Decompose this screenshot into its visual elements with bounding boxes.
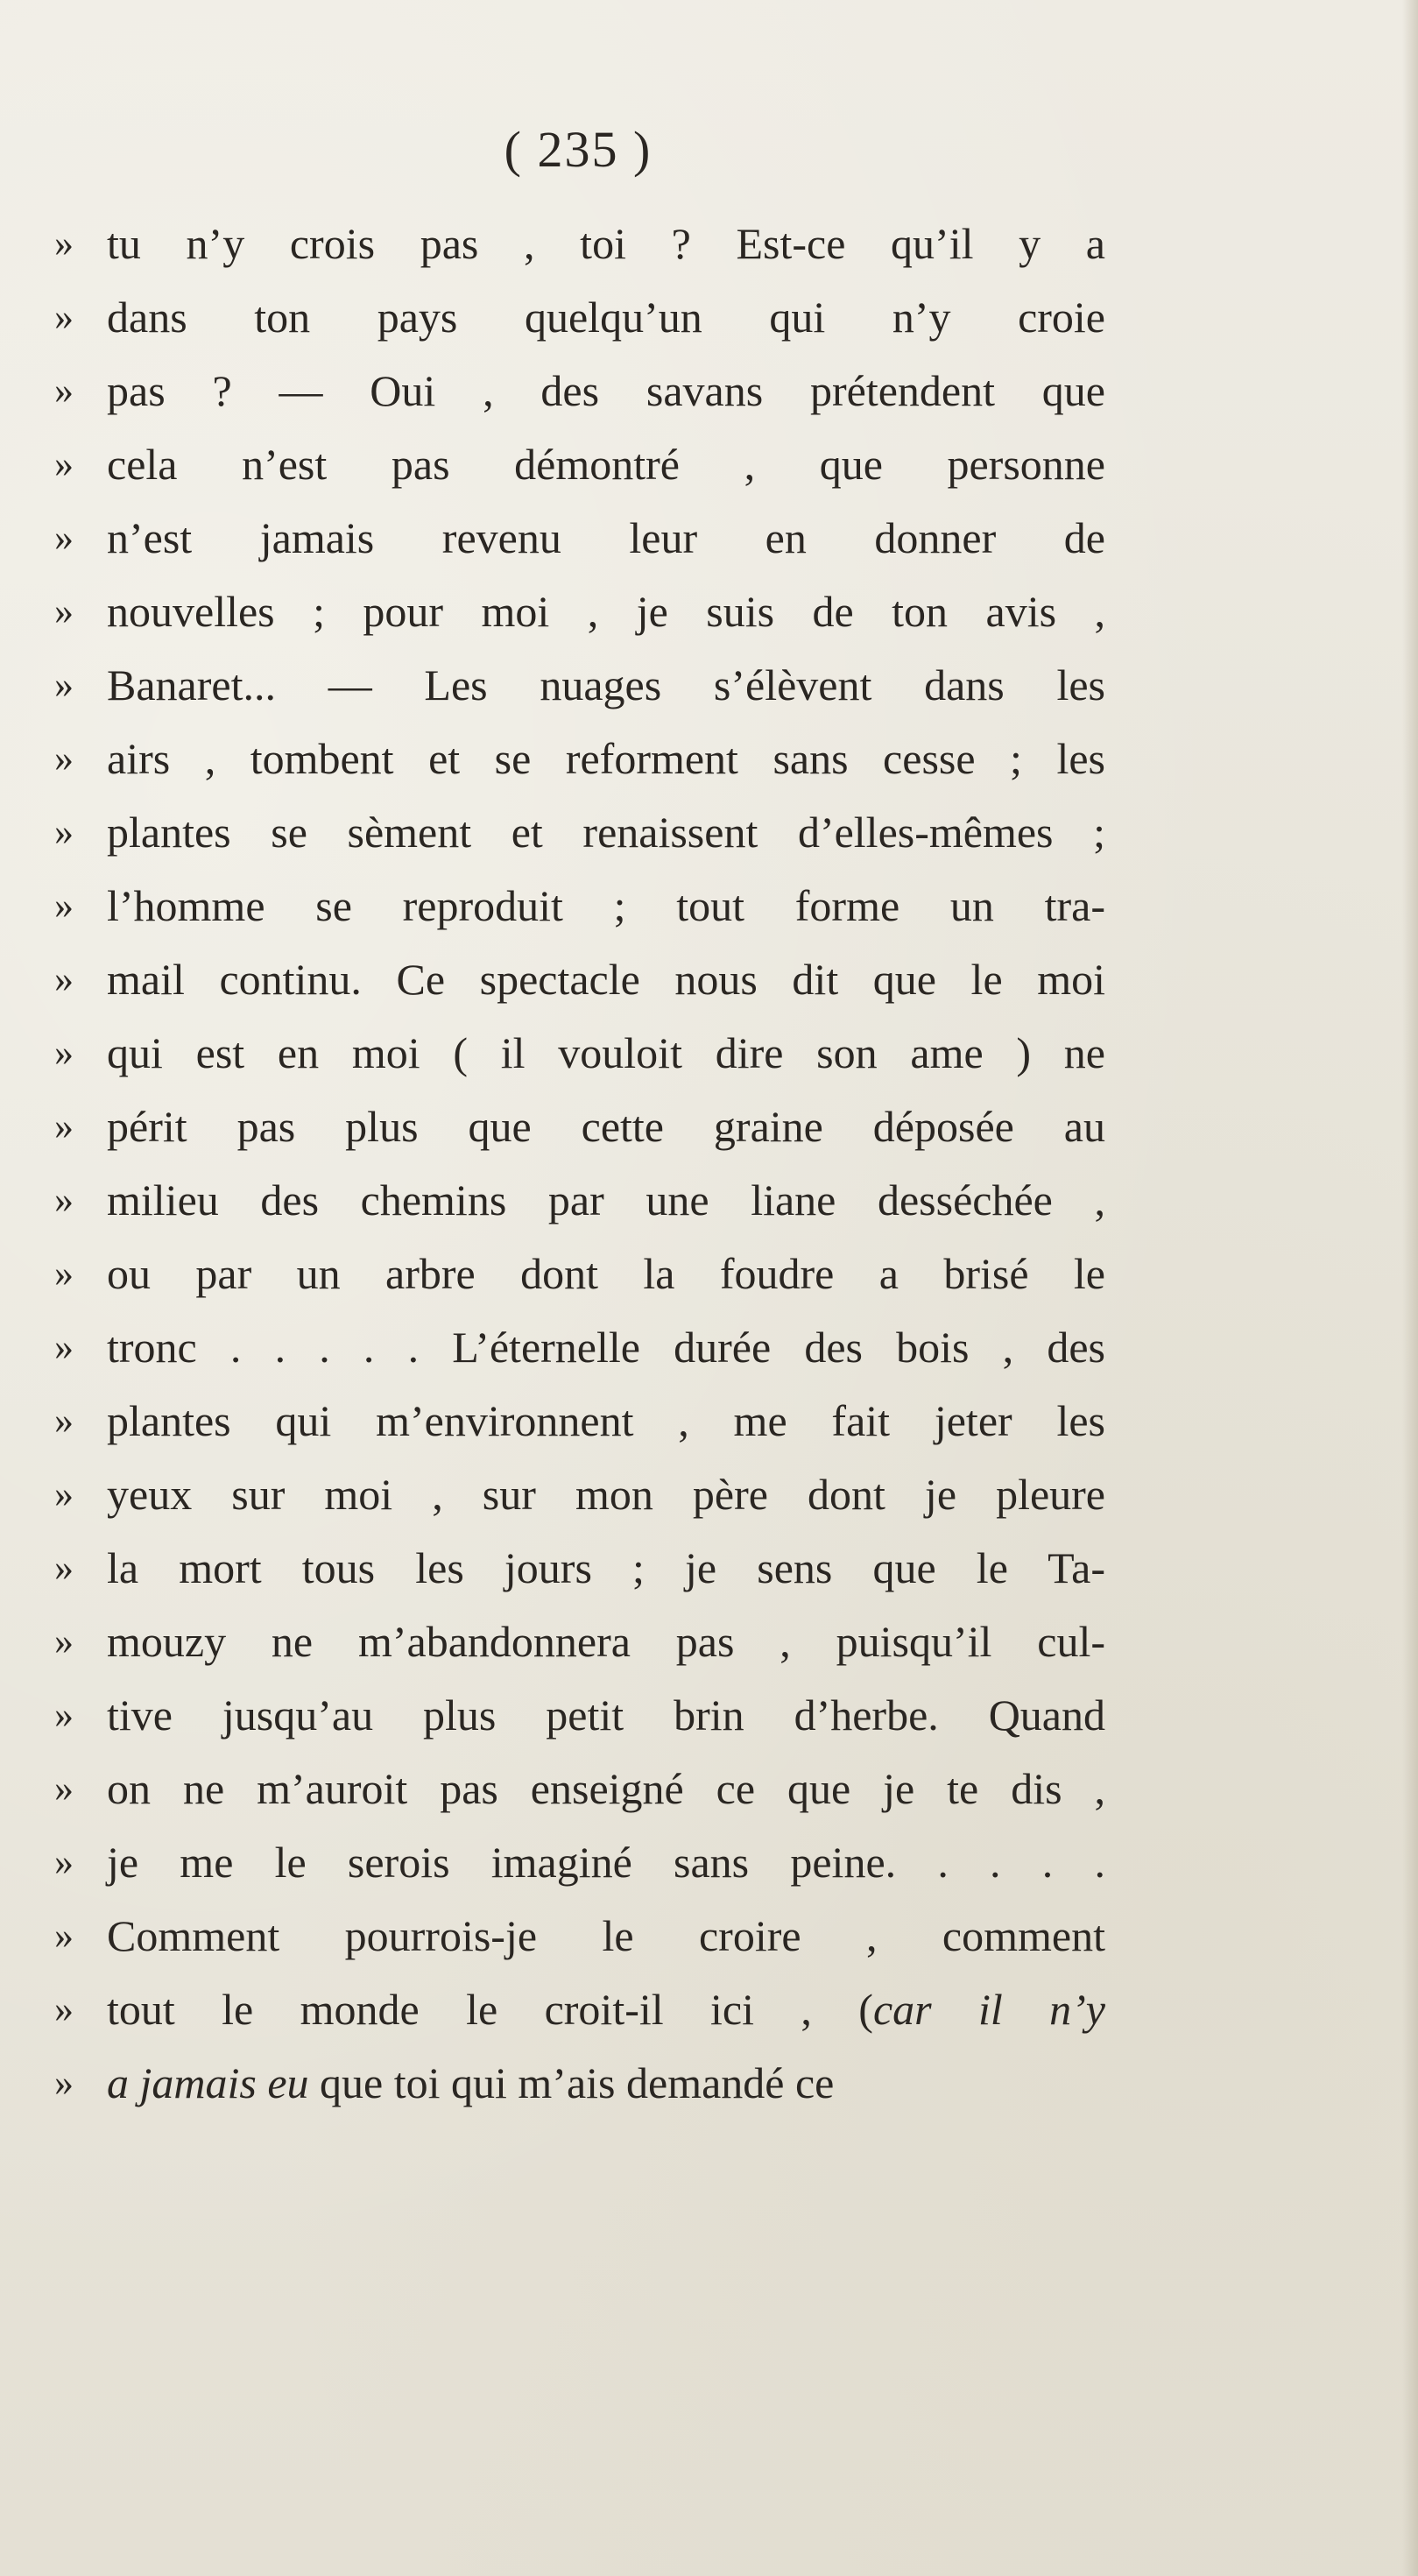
text-line-18 <box>54 1457 1123 1531</box>
line-text-italic: a jamais eu <box>107 2058 309 2107</box>
line-text <box>107 1973 1105 2046</box>
line-text: qui est en moi ( il vouloit dire son ame ) ne <box>107 1028 1105 1077</box>
text-line-14 <box>54 1163 1123 1237</box>
line-text: tive jusqu’au plus petit brin d’herbe. Quand <box>107 1690 1105 1740</box>
page-edge-shadow <box>1402 0 1418 2576</box>
quote-mark: » <box>54 1693 74 1736</box>
quote-mark: » <box>54 1399 74 1442</box>
quote-mark: » <box>54 1472 74 1515</box>
line-text-roman: tout le monde le croit-il ici , ( <box>107 1985 873 2034</box>
quote-mark: » <box>54 2061 74 2104</box>
line-text: l’homme se reproduit ; tout forme un tra- <box>107 881 1105 930</box>
line-text: milieu des chemins par une liane desséchée , <box>107 1175 1105 1224</box>
quote-mark: » <box>54 1987 74 2030</box>
line-text: mouzy ne m’abandonnera pas , puisqu’il cul- <box>107 1617 1105 1666</box>
quote-mark: » <box>54 516 74 559</box>
text-line-1 <box>54 207 1123 280</box>
line-text: airs , tombent et se reforment sans cesse ; les <box>107 734 1105 783</box>
text-line-16 <box>54 1310 1123 1384</box>
line-text: tronc . . . . . L’éternelle durée des bois , des <box>107 1323 1105 1372</box>
quote-mark: » <box>54 1105 74 1147</box>
text-line-26 <box>54 2046 1123 2120</box>
text-line-4 <box>54 427 1123 501</box>
text-line-23 <box>54 1825 1123 1899</box>
line-text: mail continu. Ce spectacle nous dit que le moi <box>107 955 1105 1004</box>
line-text: dans ton pays quelqu’un qui n’y croie <box>107 293 1105 342</box>
quote-mark: » <box>54 1620 74 1662</box>
text-line-12 <box>54 1016 1123 1090</box>
text-line-3 <box>54 354 1123 427</box>
text-line-7 <box>54 648 1123 722</box>
line-text: pas ? — Oui , des savans prétendent que <box>107 366 1105 415</box>
line-text: Banaret... — Les nuages s’élèvent dans les <box>107 660 1105 709</box>
text-line-17 <box>54 1384 1123 1457</box>
text-line-25 <box>54 1973 1123 2046</box>
text-line-9 <box>54 795 1123 869</box>
line-text: tu n’y crois pas , toi ? Est-ce qu’il y a <box>107 219 1105 268</box>
quote-mark: » <box>54 957 74 1000</box>
quote-mark: » <box>54 884 74 927</box>
quote-mark: » <box>54 1325 74 1368</box>
line-text: périt pas plus que cette graine déposée au <box>107 1102 1105 1151</box>
text-line-5 <box>54 501 1123 575</box>
page-number: ( 235 ) <box>504 121 653 178</box>
text-line-21 <box>54 1678 1123 1752</box>
line-text: cela n’est pas démontré , que personne <box>107 440 1105 489</box>
line-text: je me le serois imaginé sans peine. . . . . <box>107 1838 1105 1887</box>
text-line-13 <box>54 1090 1123 1163</box>
quote-mark: » <box>54 810 74 853</box>
quote-mark: » <box>54 1767 74 1810</box>
quote-mark: » <box>54 369 74 412</box>
quote-mark: » <box>54 1031 74 1074</box>
line-text: la mort tous les jours ; je sens que le Ta- <box>107 1543 1105 1592</box>
text-line-10 <box>54 869 1123 942</box>
text-line-19 <box>54 1531 1123 1605</box>
line-text: yeux sur moi , sur mon père dont je pleure <box>107 1470 1105 1519</box>
quote-mark: » <box>54 1840 74 1883</box>
quote-mark: » <box>54 1546 74 1589</box>
line-text: nouvelles ; pour moi , je suis de ton avis , <box>107 587 1105 636</box>
quote-mark: » <box>54 1178 74 1221</box>
text-line-22 <box>54 1752 1123 1825</box>
text-line-8 <box>54 722 1123 795</box>
text-line-24 <box>54 1899 1123 1973</box>
quote-mark: » <box>54 589 74 632</box>
line-text-roman: que toi qui m’ais demandé ce <box>308 2058 835 2107</box>
quote-mark: » <box>54 1914 74 1957</box>
text-line-6 <box>54 575 1123 648</box>
quote-mark: » <box>54 663 74 706</box>
line-text: Comment pourrois-je le croire , comment <box>107 1911 1105 1960</box>
text-line-20 <box>54 1605 1123 1678</box>
quote-mark: » <box>54 1252 74 1295</box>
text-line-2 <box>54 280 1123 354</box>
line-text: ou par un arbre dont la foudre a brisé le <box>107 1249 1105 1298</box>
quote-mark: » <box>54 737 74 780</box>
line-text: plantes qui m’environnent , me fait jeter les <box>107 1396 1105 1445</box>
quote-mark: » <box>54 222 74 265</box>
quote-mark: » <box>54 442 74 485</box>
line-text: plantes se sèment et renaissent d’elles-mêmes ; <box>107 808 1105 857</box>
text-line-15 <box>54 1237 1123 1310</box>
line-text <box>107 2046 1105 2120</box>
line-text-italic: car il n’y <box>872 1985 1105 2034</box>
line-text: n’est jamais revenu leur en donner de <box>107 513 1105 562</box>
quote-mark: » <box>54 295 74 338</box>
line-text: on ne m’auroit pas enseigné ce que je te dis , <box>107 1764 1105 1813</box>
text-line-11 <box>54 942 1123 1016</box>
page-text <box>54 207 1123 2120</box>
